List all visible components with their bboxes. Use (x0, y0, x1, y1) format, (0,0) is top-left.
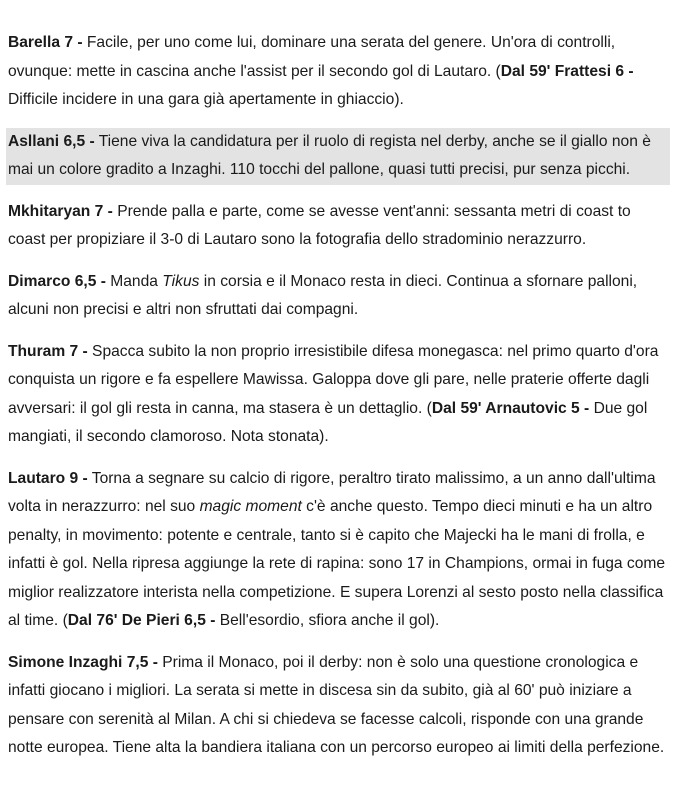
substitute-text: Bell'esordio, sfiora anche il gol). (215, 612, 440, 629)
rating-text: Tiene viva la candidatura per il ruolo di regista nel derby, anche se il giallo non è mai un colore gradito a Inzaghi. 110 tocchi del pallone, quasi tutti precisi, pur senza picchi. (8, 132, 651, 178)
rating-text: Facile, per uno come lui, dominare una serata del genere. Un'ora di controlli, ovunque: mette in cascina anche l'assist per il secondo gol di Lautaro. ( (8, 34, 616, 80)
rating-paragraph-asllani (6, 128, 670, 185)
substitute-text: Difficile incidere in una gara già apertamente in ghiaccio). (8, 91, 404, 108)
rating-paragraph-mkhitaryan (8, 198, 672, 255)
rating-text: Prima il Monaco, poi il derby: non è solo una questione cronologica e infatti giocano i migliori. La serata si mette in discesa sin da subito, già al 60' può iniziare a pensare con serenità al Milan. A chi si chiedeva se facesse calcoli, risponde con una grande notte europea. Tiene alta la bandiera italiana con un percorso europeo ai limiti della perfezione. (8, 653, 665, 756)
rating-paragraph-lautaro (8, 465, 672, 636)
rating-text: Spacca subito la non proprio irresistibile difesa monegasca: nel primo quarto d'ora conquista un rigore e fa espellere Mawissa. Galoppa dove gli pare, nelle praterie offerte dagli avversari: il gol gli resta in canna, ma stasera è un dettaglio. ( (8, 342, 659, 417)
rating-paragraph-dimarco (8, 268, 672, 325)
player-name: Barella 7 - (8, 34, 83, 51)
player-name: Thuram 7 - (8, 342, 88, 360)
substitute-name: Dal 59' Arnautovic 5 - (431, 399, 590, 417)
rating-text-continued: in corsia e il Monaco resta in dieci. Continua a sfornare palloni, alcuni non precisi e altri non sfruttati dai compagni. (8, 272, 638, 318)
rating-paragraph-thuram (8, 338, 672, 452)
rating-paragraph-inzaghi (8, 649, 672, 763)
player-name: Asllani 6,5 - (8, 132, 95, 150)
rating-paragraph-barella (8, 29, 672, 115)
player-name: Mkhitaryan 7 - (8, 202, 113, 220)
substitute-name: Dal 59' Frattesi 6 - (500, 62, 634, 80)
rating-text: Torna a segnare su calcio di rigore, peraltro tirato malissimo, a un anno dall'ultima volta in nerazzurro: nel suo (8, 469, 656, 515)
substitute-text: Due gol mangiati, il secondo clamoroso. Nota stonata). (8, 399, 648, 445)
italic-text: Tikus (162, 272, 200, 290)
rating-text: Prende palla e parte, come se avesse vent'anni: sessanta metri di coast to coast per propiziare il 3-0 di Lautaro sono la fotografia dello stradominio nerazzurro. (8, 202, 631, 248)
italic-text: magic moment (199, 498, 302, 515)
substitute-name: Dal 76' De Pieri 6,5 - (67, 612, 216, 629)
rating-text: Manda (105, 272, 163, 290)
coach-name: Simone Inzaghi 7,5 - (8, 653, 158, 671)
player-name: Lautaro 9 - (8, 469, 88, 487)
rating-text-continued: c'è anche questo. Tempo dieci minuti e ha un altro penalty, in movimento: potente e centrale, tanto si è capito che Majecki ha le mani di frolla, e infatti è gol. Nella ripresa aggiunge la rete di rapina: sono 17 in Champions, ormai in fuga come miglior realizzatore interista nella competizione. E supera Lorenzi al sesto posto nella classifica al time. ( (8, 498, 666, 629)
player-name: Dimarco 6,5 - (8, 272, 106, 290)
